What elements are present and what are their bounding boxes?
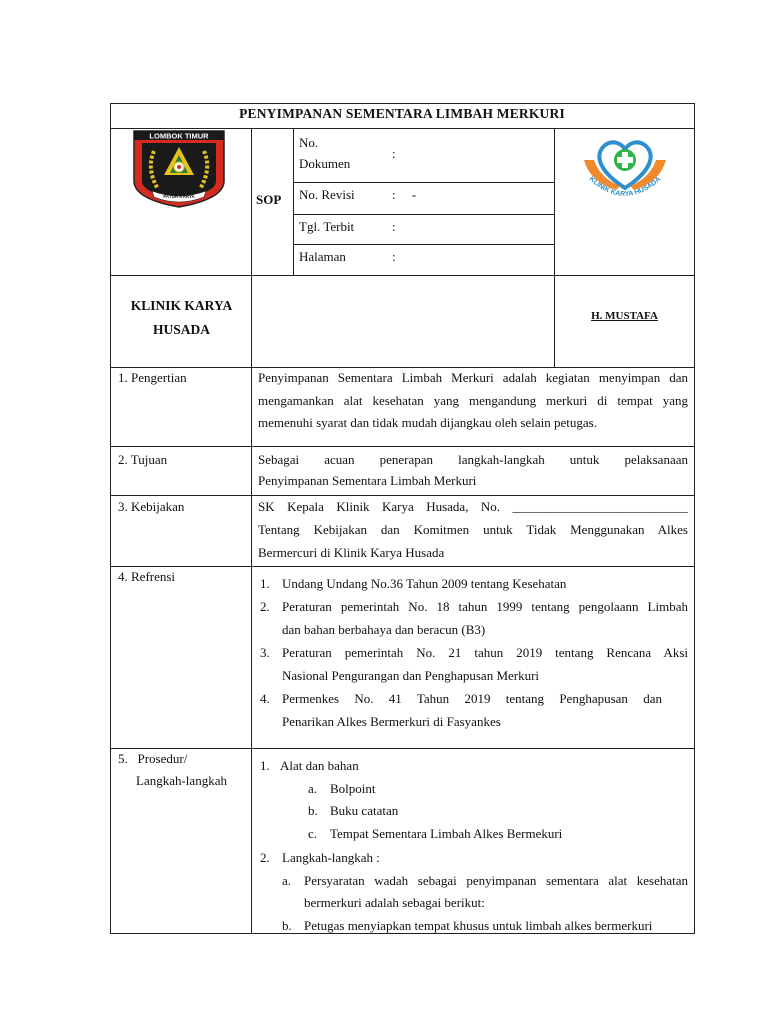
kebijakan-line-2: Tentang Kebijakan dan Komitmen untuk Tidak Menggunakan Alkes bbox=[258, 522, 688, 537]
step-2-item-a-line-2: bermerkuri adalah sebagai berikut: bbox=[304, 895, 485, 910]
logo-column-divider bbox=[554, 128, 555, 368]
field-halaman-label: Halaman bbox=[299, 249, 346, 264]
field-no-label-2: Dokumen bbox=[299, 156, 351, 171]
kebijakan-line-3: Bermercuri di Klinik Karya Husada bbox=[258, 545, 445, 560]
section-label-tujuan: 2. Tujuan bbox=[118, 452, 168, 467]
logo-arc-text: KLINIK KARYA HUSADA bbox=[587, 175, 663, 199]
step-1-item-c-num: c. bbox=[308, 826, 318, 841]
header-bottom-divider bbox=[110, 275, 695, 276]
section-label-prosedur: 5. Prosedur/ bbox=[118, 751, 188, 766]
lombok-timur-logo bbox=[132, 129, 226, 209]
kebijakan-line-1: SK Kepala Klinik Karya Husada, No. ___________________________ bbox=[258, 499, 688, 514]
field-no-dokumen-value: : bbox=[392, 146, 396, 161]
step-2-item-a-num: a. bbox=[282, 873, 292, 888]
refrensi-item-3-line-1: Peraturan pemerintah No. 21 tahun 2019 tentang Rencana Aksi bbox=[282, 645, 688, 660]
section-divider-1 bbox=[110, 367, 695, 368]
prosedur-step-1-title: Alat dan bahan bbox=[280, 758, 359, 773]
prosedur-step-1-num: 1. bbox=[260, 758, 270, 773]
table-border-left bbox=[110, 103, 111, 934]
clinic-name-line-2: HUSADA bbox=[152, 322, 210, 337]
section-label-refrensi: 4. Refrensi bbox=[118, 569, 176, 584]
step-1-item-a-num: a. bbox=[308, 781, 318, 796]
klinik-karya-husada-logo bbox=[570, 130, 680, 210]
clinic-name-line-1: KLINIK KARYA bbox=[130, 298, 233, 313]
prosedur-step-2-num: 2. bbox=[260, 850, 270, 865]
refrensi-item-1-num: 1. bbox=[260, 576, 270, 591]
logo-top-text: LOMBOK TIMUR bbox=[149, 131, 209, 141]
table-border-top bbox=[110, 103, 695, 104]
field-tgl-terbit-value: : bbox=[392, 219, 396, 234]
section-divider-4 bbox=[110, 566, 695, 567]
tujuan-line-1: Sebagai acuan penerapan langkah-langkah untuk pelaksanaan bbox=[258, 452, 688, 467]
section-label-pengertian: 1. Pengertian bbox=[118, 370, 187, 385]
field-halaman-value: : bbox=[392, 249, 396, 264]
refrensi-item-1-line-1: Undang Undang No.36 Tahun 2009 tentang Kesehatan bbox=[282, 576, 567, 591]
field-no-revisi-value: : - bbox=[392, 187, 417, 202]
logo-bottom-text: PATUH KARYA bbox=[163, 194, 195, 199]
refrensi-item-2-line-1: Peraturan pemerintah No. 18 tahun 1999 tentang pengolaann Limbah bbox=[282, 599, 688, 614]
section-divider-2 bbox=[110, 446, 695, 447]
sop-label: SOP bbox=[256, 192, 282, 207]
step-1-item-a-text: Bolpoint bbox=[330, 781, 376, 796]
label-column-divider bbox=[251, 128, 252, 934]
refrensi-item-3-num: 3. bbox=[260, 645, 270, 660]
sop-column-divider bbox=[293, 128, 294, 276]
tujuan-line-2: Penyimpanan Sementara Limbah Merkuri bbox=[258, 473, 477, 488]
refrensi-item-2-line-2: dan bahan berbahaya dan beracun (B3) bbox=[282, 622, 486, 637]
doc-row-divider-1 bbox=[293, 182, 554, 183]
step-2-item-a-line-1: Persyaratan wadah sebagai penyimpanan sementara alat kesehatan bbox=[304, 873, 688, 888]
refrensi-item-2-num: 2. bbox=[260, 599, 270, 614]
refrensi-item-3-line-2: Nasional Pengurangan dan Penghapusan Merkuri bbox=[282, 668, 540, 683]
step-2-item-b-num: b. bbox=[282, 918, 292, 933]
section-divider-5 bbox=[110, 748, 695, 749]
step-2-item-b-line-1: Petugas menyiapkan tempat khusus untuk limbah alkes bermerkuri bbox=[304, 918, 653, 933]
pengertian-line-1: Penyimpanan Sementara Limbah Merkuri adalah kegiatan menyimpan dan bbox=[258, 370, 688, 385]
section-divider-3 bbox=[110, 495, 695, 496]
signatory-name: H. MUSTAFA bbox=[591, 310, 658, 322]
refrensi-item-4-line-1: Permenkes No. 41 Tahun 2019 tentang Penghapusan dan bbox=[282, 691, 662, 706]
lombok-timur-crest-icon bbox=[132, 129, 226, 209]
field-no-revisi-label: No. Revisi bbox=[299, 187, 355, 202]
pengertian-line-3: memenuhi syarat dan tidak mudah dijangkau oleh selain petugas. bbox=[258, 415, 597, 430]
refrensi-item-4-num: 4. bbox=[260, 691, 270, 706]
document-title: PENYIMPANAN SEMENTARA LIMBAH MERKURI bbox=[239, 106, 565, 121]
prosedur-step-2-title: Langkah-langkah : bbox=[282, 850, 380, 865]
clinic-hands-heart-icon bbox=[570, 130, 680, 210]
section-label-langkah: Langkah-langkah bbox=[136, 773, 227, 788]
pengertian-line-2: mengamankan alat kesehatan yang mengandung merkuri di tempat yang bbox=[258, 393, 688, 408]
step-1-item-c-text: Tempat Sementara Limbah Alkes Bermekuri bbox=[330, 826, 563, 841]
doc-row-divider-3 bbox=[293, 244, 554, 245]
refrensi-item-4-line-2: Penarikan Alkes Bermerkuri di Fasyankes bbox=[282, 714, 501, 729]
step-1-item-b-num: b. bbox=[308, 803, 318, 818]
step-1-item-b-text: Buku catatan bbox=[330, 803, 399, 818]
field-no-label-1: No. bbox=[299, 135, 319, 150]
doc-row-divider-2 bbox=[293, 214, 554, 215]
field-tgl-terbit-label: Tgl. Terbit bbox=[299, 219, 355, 234]
section-label-kebijakan: 3. Kebijakan bbox=[118, 499, 185, 514]
table-border-right bbox=[694, 103, 695, 934]
